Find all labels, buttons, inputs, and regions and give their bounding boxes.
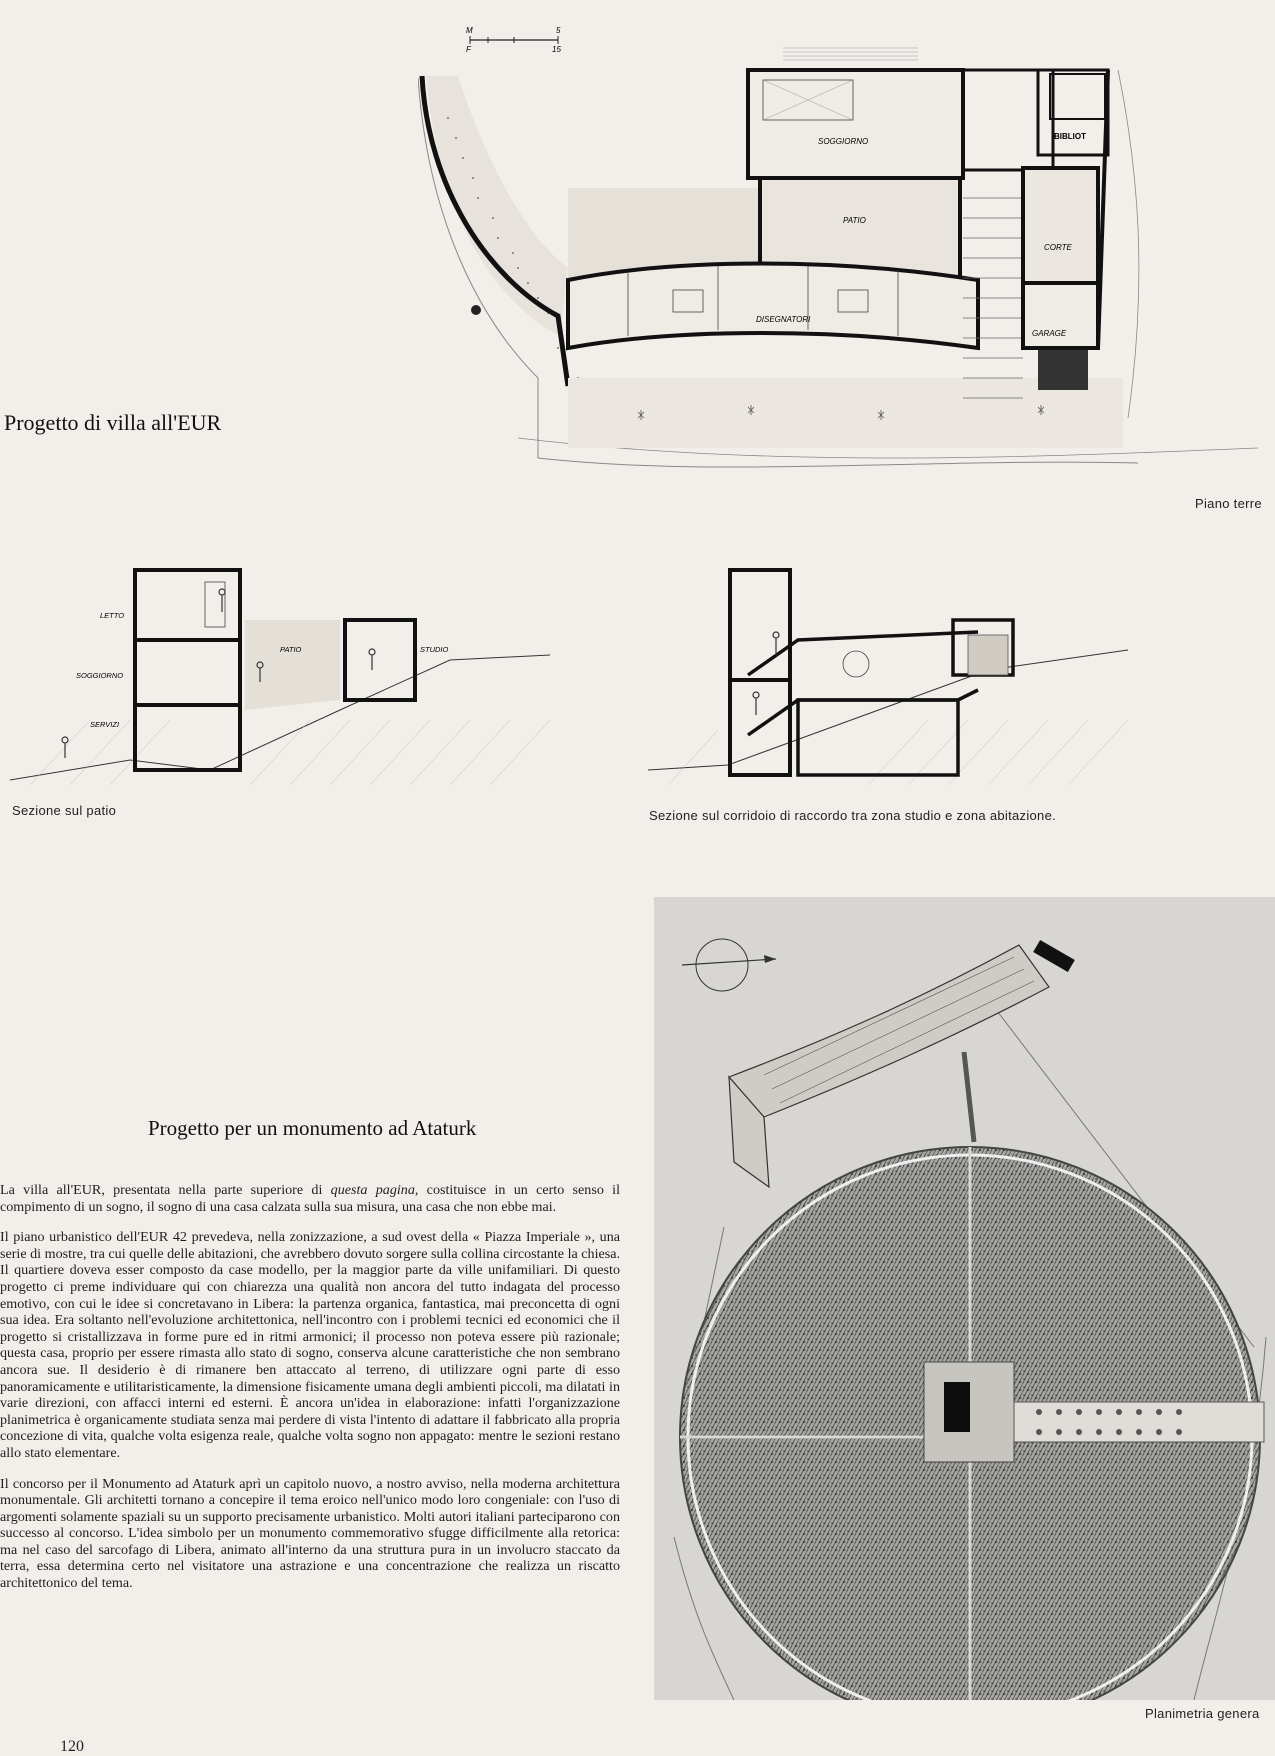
sec1-label-studio: STUDIO [420,645,449,654]
scale-bar [466,26,561,54]
paragraph-villa-intro: La villa all'EUR, presentata nella parte superiore di questa pagina, costituisce in un certo senso il compimento di un sogno, il sogno di una casa calzata sulla sua misura, una casa che non ebbe mai. [0,1182,620,1215]
section-patio-drawing [10,560,550,785]
monument-site-plan [654,897,1275,1700]
label-garage: GARAGE [1032,329,1067,338]
svg-text:M: M [466,26,473,35]
svg-text:F: F [466,45,471,54]
label-bibliot: BIBLIOT [1054,132,1086,141]
section-corridor-drawing [648,560,1128,785]
svg-text:5: 5 [556,26,561,35]
label-disegnatori: DISEGNATORI [756,315,811,324]
site-plan-caption: Planimetria genera [1145,1706,1260,1721]
label-corte: CORTE [1044,243,1072,252]
villa-title: Progetto di villa all'EUR [4,410,222,435]
monument-title: Progetto per un monumento ad Ataturk [148,1116,477,1140]
page-number: 120 [60,1738,84,1755]
paragraph-villa-description: Il piano urbanistico dell'EUR 42 prevedeva, nella zonizzazione, a sud ovest della « Piazza Imperiale », una serie di mostre, tra cui quelle delle abitazioni, che avrebbero dovuto sorgere sulla collina circostante la chiesa. Il quartiere doveva esser composto da case modello, per la maggior parte da ville unifamiliari. Di questo progetto ci preme individuare qui con chiarezza una qualità non ancora del tutto indagata del processo emotivo, con cui le idee si concretavano in Libera: la partenza organica, fantastica, mai preconcetta di ogni sua idea. Era soltanto nell'evoluzione architettonica, nell'incontro con i problemi tecnici ed economici che il progetto si cristallizzava in forme pure ed in ritmi armonici; il processo non poteva essere più razionale; questa casa, proprio per essere rimasta allo stato di sogno, conserva alcune caratteristiche che non sembrano ancora sue. Il desiderio è di rimanere ben attaccato al terreno, di utilizzare ogni parte di esso panoramicamente e utilitaristicamente, la dimensione fisicamente umana degli ambienti piccoli, ma dilatati in varie direzioni, con affacci interni ed esterni. È ancora un'idea in elaborazione: infatti l'organizzazione planimetrica è organicamente studiata senza mai perdere di vista l'intento di adattare il fabbricato alla propria concezione di vita, qualche volta esigenza reale, qualche volta sogno non appagato: mentre le sezioni restano allo stato elementare. [0,1229,621,1461]
section-patio-caption: Sezione sul patio [12,803,117,818]
paragraph-ataturk: Il concorso per il Monumento ad Ataturk aprì un capitolo nuovo, a nostro avviso, nella moderna architettura monumentale. Gli architetti tornano a concepire il tema eroico nell'unico modo loro congeniale: con l'uso di argomenti solamente spaziali su un supporto precisamente urbanistico. Molti autori italiani parteciparono con successo al concorso. L'idea simbolo per un monumento commemorativo sfugge difficilmente alla retorica: ma nel caso del sarcofago di Libera, animato all'interno da una struttura pura in un involucro staccato da terra, essa determina certo nel visitatore una astrazione e una concentrazione che realizza un riscatto architettonico del tema. [0,1475,620,1592]
article-text [0,1182,620,1606]
sec1-label-letto: LETTO [100,611,125,620]
section-corridor-caption: Sezione sul corridoio di raccordo tra zona studio e zona abitazione. [649,808,1057,823]
svg-text:15: 15 [552,45,561,54]
villa-ground-floor-plan [418,18,1275,488]
sec1-label-patio: PATIO [280,645,302,654]
sec1-label-soggiorno: SOGGIORNO [76,671,124,680]
plan-caption: Piano terre [1195,496,1262,511]
label-patio: PATIO [843,216,866,225]
sec1-label-servizi: SERVIZI [90,720,120,729]
label-soggiorno: SOGGIORNO [818,137,869,146]
